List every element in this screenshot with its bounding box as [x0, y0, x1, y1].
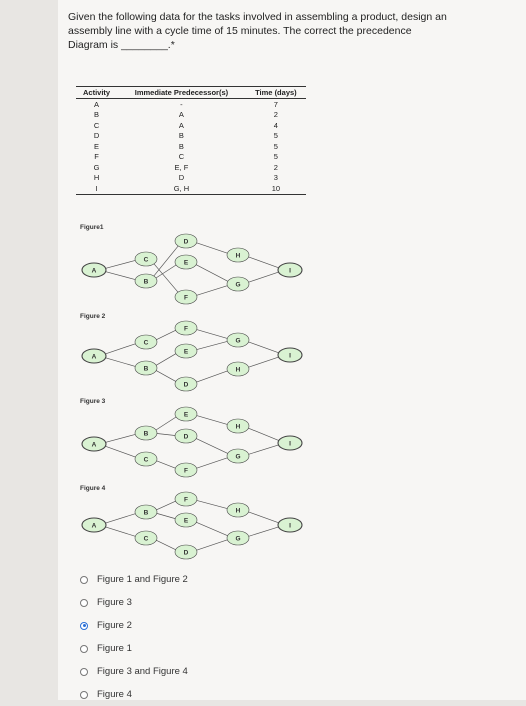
edge-D-G: [197, 540, 228, 550]
node-label: E: [183, 517, 189, 525]
node-label: H: [235, 423, 241, 431]
cell-predecessor: G, H: [117, 183, 246, 194]
node-C: [135, 452, 157, 466]
option-figure-3-and-4[interactable]: [80, 660, 188, 683]
cell-activity: A: [94, 99, 100, 109]
node-A: [82, 349, 106, 363]
edge-C-F: [156, 330, 175, 339]
edge-B-E: [157, 513, 175, 518]
table-row: [76, 173, 306, 184]
edge-A-B: [105, 271, 135, 279]
radio-button[interactable]: [80, 622, 88, 630]
table-row: [76, 152, 306, 163]
header-predecessors: Immediate Predecessor(s): [117, 87, 246, 99]
option-figure-1-and-2[interactable]: [80, 568, 188, 591]
cell-activity: D: [93, 131, 100, 141]
task-table: [76, 86, 306, 195]
option-label: Figure 3: [97, 597, 132, 608]
edge-C-F: [154, 264, 178, 292]
edge-H-I: [249, 257, 280, 268]
cell-time: 7: [273, 99, 278, 109]
node-H: [227, 419, 249, 433]
node-label: H: [235, 252, 241, 260]
figure-3-label: Figure 3: [80, 398, 106, 405]
cell-time: 2: [273, 162, 278, 172]
edge-H-I: [249, 512, 280, 523]
edge-F-G: [197, 286, 228, 296]
edge-B-F: [156, 501, 175, 510]
cell-activity: B: [94, 110, 100, 120]
edge-H-I: [249, 357, 280, 367]
radio-button[interactable]: [80, 691, 88, 699]
edge-E-G: [197, 341, 227, 349]
edge-A-C: [105, 344, 136, 354]
radio-button[interactable]: [80, 599, 88, 607]
edge-G-I: [249, 272, 280, 282]
node-label: G: [235, 535, 241, 543]
node-A: [82, 263, 106, 277]
node-E: [175, 513, 197, 527]
node-label: E: [183, 348, 189, 356]
option-label: Figure 4: [97, 689, 132, 700]
node-label: A: [91, 353, 97, 361]
node-label: F: [184, 325, 188, 333]
edge-B-D: [157, 434, 175, 436]
option-figure-1[interactable]: [80, 637, 188, 660]
node-label: B: [143, 365, 149, 373]
node-label: D: [183, 381, 189, 389]
edge-C-D: [156, 540, 175, 549]
node-F: [175, 321, 197, 335]
edge-E-G: [196, 265, 228, 282]
edge-D-H: [197, 371, 228, 382]
node-label: C: [143, 339, 149, 347]
node-label: I: [289, 522, 291, 530]
task-table-header: [76, 87, 306, 99]
node-C: [135, 335, 157, 349]
node-H: [227, 362, 249, 376]
node-H: [227, 503, 249, 517]
node-D: [175, 429, 197, 443]
node-D: [175, 545, 197, 559]
edge-B-E: [156, 417, 176, 430]
node-label: B: [143, 430, 149, 438]
cell-time: 5: [273, 141, 278, 151]
node-E: [175, 255, 197, 269]
node-G: [227, 449, 249, 463]
edge-H-I: [248, 428, 279, 441]
cell-activity: G: [93, 162, 100, 172]
figure-4-label: Figure 4: [80, 485, 106, 492]
node-label: I: [289, 352, 291, 360]
edge-A-B: [105, 434, 135, 442]
edge-B-D: [156, 371, 176, 382]
node-G: [227, 333, 249, 347]
node-label: C: [143, 456, 149, 464]
node-B: [135, 426, 157, 440]
node-B: [135, 274, 157, 288]
node-label: C: [143, 256, 149, 264]
node-label: G: [235, 281, 241, 289]
cell-time: 3: [273, 173, 278, 183]
edge-E-H: [197, 416, 228, 425]
cell-time: 10: [246, 183, 306, 194]
node-label: B: [143, 278, 149, 286]
figure-1-label: Figure1: [80, 224, 104, 231]
option-figure-4[interactable]: [80, 683, 188, 706]
edge-A-C: [105, 260, 135, 268]
node-B: [135, 361, 157, 375]
node-I: [278, 348, 302, 362]
option-label: Figure 2: [97, 620, 132, 631]
node-G: [227, 277, 249, 291]
cell-predecessor: D: [178, 173, 185, 183]
node-label: E: [183, 259, 189, 267]
cell-activity: E: [94, 141, 100, 151]
node-label: D: [183, 433, 189, 441]
edge-F-G: [197, 330, 228, 339]
node-C: [135, 531, 157, 545]
node-E: [175, 344, 197, 358]
node-label: F: [184, 496, 188, 504]
node-label: G: [235, 337, 241, 345]
option-figure-2[interactable]: [80, 614, 188, 637]
radio-button[interactable]: [80, 668, 88, 676]
cell-predecessor: A: [178, 110, 184, 120]
node-label: H: [235, 366, 241, 374]
node-I: [278, 436, 302, 450]
edge-C-F: [157, 461, 176, 468]
node-label: D: [183, 238, 189, 246]
figure-2-diagram: [80, 318, 310, 392]
cell-predecessor: C: [178, 152, 185, 162]
node-H: [227, 248, 249, 262]
node-label: A: [91, 441, 97, 449]
edge-A-C: [105, 446, 136, 457]
figure-1-diagram: [80, 232, 310, 306]
cell-time: 2: [273, 110, 278, 120]
answer-options: [80, 568, 188, 706]
edge-G-I: [249, 527, 280, 537]
node-B: [135, 505, 157, 519]
table-row: [76, 141, 306, 152]
edge-B-E: [156, 265, 176, 278]
table-row: [76, 99, 306, 110]
radio-button[interactable]: [80, 576, 88, 584]
edge-G-I: [249, 445, 280, 455]
edge-F-G: [197, 458, 228, 468]
header-activity: Activity: [76, 87, 117, 99]
node-label: H: [235, 507, 241, 515]
node-E: [175, 407, 197, 421]
edge-D-H: [197, 243, 228, 253]
node-I: [278, 518, 302, 532]
cell-time: 4: [273, 120, 278, 130]
node-label: I: [289, 267, 291, 275]
node-D: [175, 377, 197, 391]
node-A: [82, 437, 106, 451]
node-label: A: [91, 267, 97, 275]
figure-3-diagram: [80, 404, 310, 478]
table-row: [76, 110, 306, 121]
option-label: Figure 3 and Figure 4: [97, 666, 188, 677]
node-label: A: [91, 522, 97, 530]
cell-activity: F: [94, 152, 99, 162]
figure-2-label: Figure 2: [80, 313, 106, 320]
node-D: [175, 234, 197, 248]
edge-D-G: [196, 439, 227, 454]
header-time: Time (days): [246, 87, 306, 99]
table-row: [76, 131, 306, 142]
node-G: [227, 531, 249, 545]
node-label: G: [235, 453, 241, 461]
cell-time: 5: [273, 131, 278, 141]
table-row: [76, 120, 306, 131]
option-label: Figure 1 and Figure 2: [97, 574, 188, 585]
node-label: I: [289, 440, 291, 448]
node-F: [175, 290, 197, 304]
edge-G-I: [249, 342, 280, 353]
edge-A-B: [105, 514, 136, 524]
table-row: [76, 162, 306, 173]
node-F: [175, 492, 197, 506]
question-text: Given the following data for the tasks involved in assembling a product, design an assembly line with a cycle time of 15 minutes. The correct the precedence Diagram is ________.*: [68, 11, 447, 51]
cell-time: 5: [273, 152, 278, 162]
edge-B-E: [156, 354, 176, 366]
cell-predecessor: -: [180, 99, 183, 109]
node-label: E: [183, 411, 189, 419]
node-label: C: [143, 535, 149, 543]
edge-A-C: [105, 527, 136, 537]
figure-4-diagram: [80, 490, 310, 564]
cell-activity: C: [93, 120, 100, 130]
node-C: [135, 252, 157, 266]
table-row: [76, 183, 306, 194]
cell-predecessor: B: [178, 141, 184, 151]
node-F: [175, 463, 197, 477]
edge-E-G: [196, 522, 227, 535]
option-figure-3[interactable]: [80, 591, 188, 614]
node-label: D: [183, 549, 189, 557]
node-A: [82, 518, 106, 532]
node-label: F: [184, 467, 188, 475]
node-label: F: [184, 294, 188, 302]
cell-predecessor: E, F: [174, 162, 189, 172]
cell-activity: H: [93, 173, 100, 183]
radio-button[interactable]: [80, 645, 88, 653]
cell-predecessor: B: [178, 131, 184, 141]
cell-predecessor: A: [178, 120, 184, 130]
cell-activity: I: [76, 183, 117, 194]
edge-F-H: [197, 500, 227, 508]
node-I: [278, 263, 302, 277]
option-label: Figure 1: [97, 643, 132, 654]
edge-A-B: [105, 358, 136, 367]
node-label: B: [143, 509, 149, 517]
